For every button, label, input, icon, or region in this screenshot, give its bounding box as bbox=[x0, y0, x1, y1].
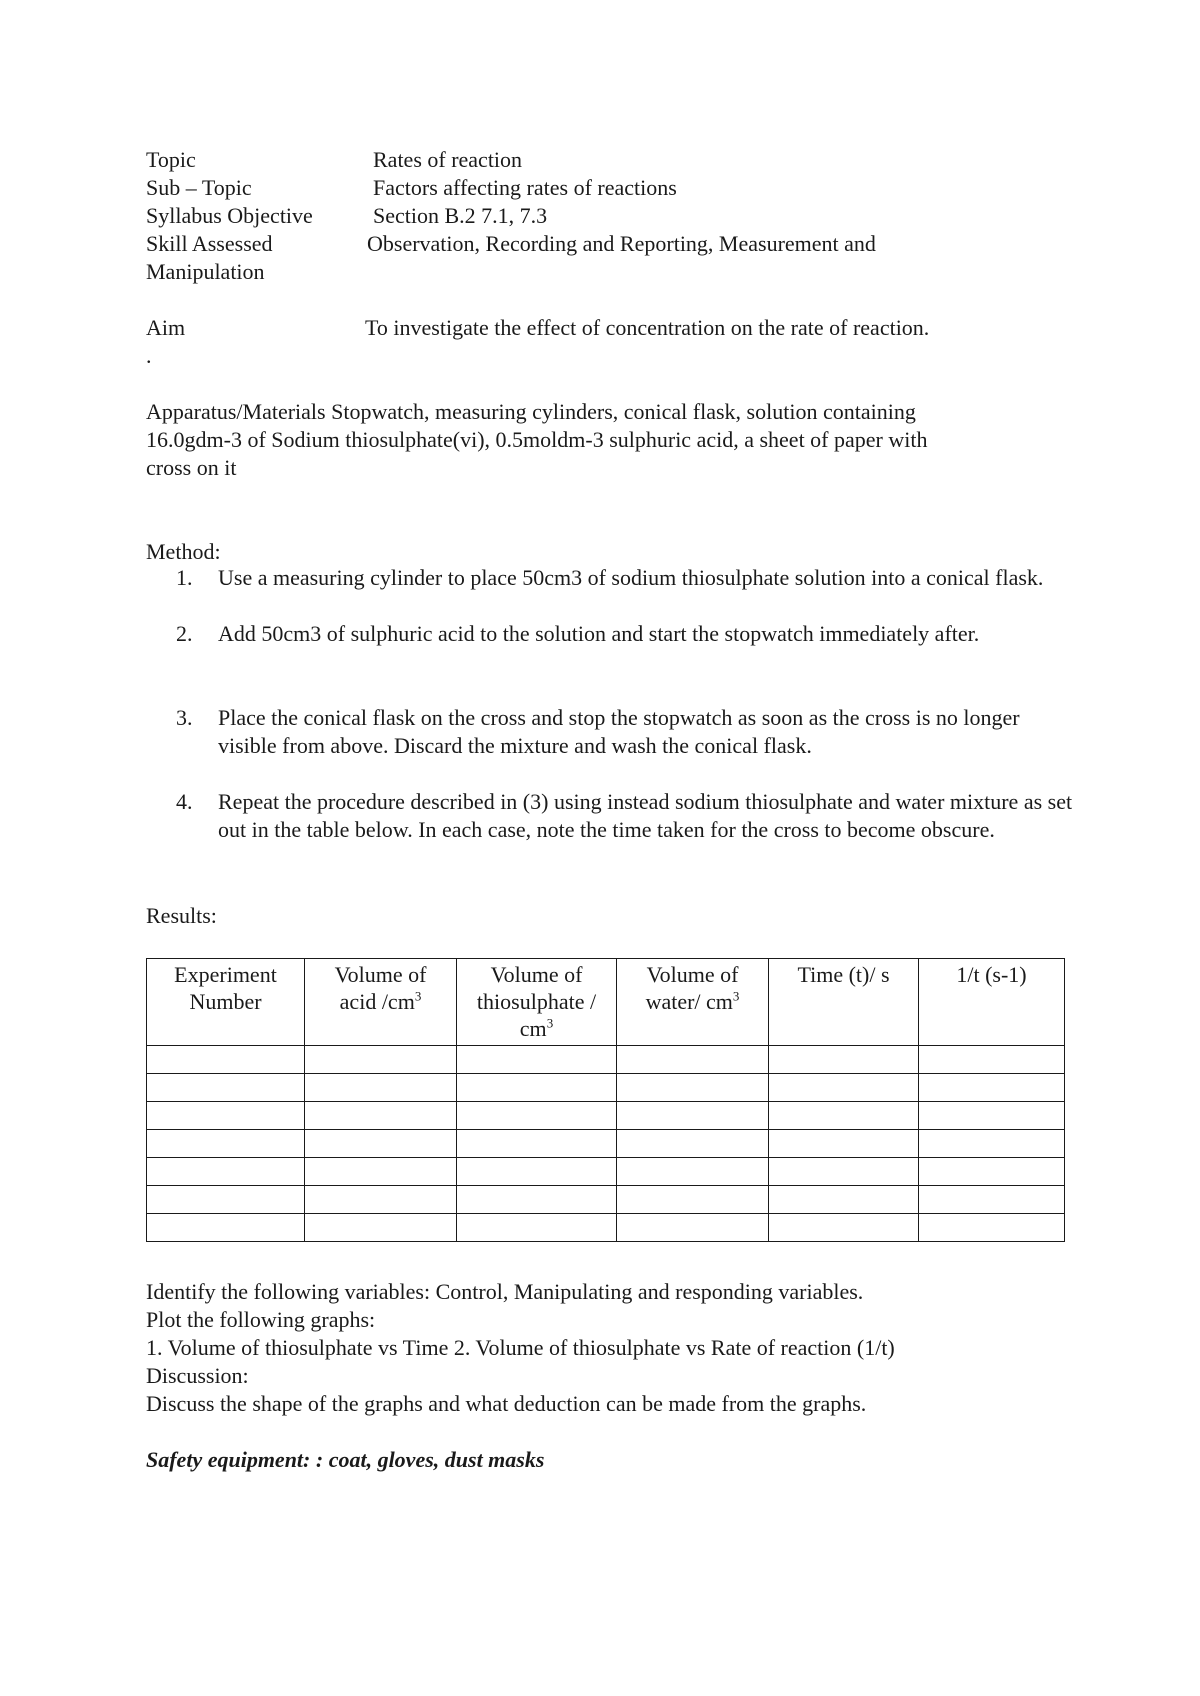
aim-value: To investigate the effect of concentration on the rate of reaction. bbox=[365, 315, 930, 340]
results-table bbox=[146, 958, 1065, 1242]
table-cell[interactable] bbox=[617, 1186, 769, 1214]
subtopic-label: Sub – Topic bbox=[146, 175, 252, 200]
objective-label: Syllabus Objective bbox=[146, 203, 313, 228]
table-cell[interactable] bbox=[305, 1130, 457, 1158]
table-cell[interactable] bbox=[919, 1130, 1065, 1158]
table-cell[interactable] bbox=[457, 1158, 617, 1186]
discussion-heading: Discussion: bbox=[146, 1363, 249, 1388]
apparatus-line-1: Apparatus/Materials Stopwatch, measuring cylinders, conical flask, solution containing bbox=[146, 399, 916, 424]
table-cell[interactable] bbox=[305, 1046, 457, 1074]
table-cell[interactable] bbox=[769, 1102, 919, 1130]
subtopic-value: Factors affecting rates of reactions bbox=[373, 175, 677, 200]
graphs-list-text: 1. Volume of thiosulphate vs Time 2. Volume of thiosulphate vs Rate of reaction (1/t) bbox=[146, 1335, 895, 1360]
table-cell[interactable] bbox=[919, 1046, 1065, 1074]
table-cell[interactable] bbox=[147, 1046, 305, 1074]
column-header-volume-thiosulphate: Volume of thiosulphate / $cm^3$ bbox=[457, 959, 617, 1046]
step-number: 3. bbox=[176, 705, 193, 730]
step-text: Use a measuring cylinder to place 50cm3 of sodium thiosulphate solution into a conical flask. bbox=[218, 565, 1044, 590]
table-row bbox=[147, 1186, 1065, 1214]
skill-value-cont: Manipulation bbox=[146, 259, 265, 284]
table-cell[interactable] bbox=[769, 1130, 919, 1158]
table-cell[interactable] bbox=[919, 1158, 1065, 1186]
table-cell[interactable] bbox=[147, 1074, 305, 1102]
safety-equipment-note: Safety equipment: : coat, gloves, dust masks bbox=[146, 1447, 545, 1472]
table-row bbox=[147, 1046, 1065, 1074]
column-header-rate: 1/t (s-1) bbox=[919, 959, 1065, 1046]
step-number: 1. bbox=[176, 565, 193, 590]
step-number: 2. bbox=[176, 621, 193, 646]
step-text: Repeat the procedure described in (3) using instead sodium thiosulphate and water mixture as set out in the table below. In each case, note the time taken for the cross to become obscure. bbox=[218, 789, 1073, 842]
table-cell[interactable] bbox=[617, 1074, 769, 1102]
plot-graphs-text: Plot the following graphs: bbox=[146, 1307, 376, 1332]
table-cell[interactable] bbox=[919, 1214, 1065, 1242]
table-row bbox=[147, 1130, 1065, 1158]
table-cell[interactable] bbox=[919, 1102, 1065, 1130]
results-table-body bbox=[147, 1046, 1065, 1242]
apparatus-line-2: 16.0gdm-3 of Sodium thiosulphate(vi), 0.5moldm-3 sulphuric acid, a sheet of paper with bbox=[146, 427, 928, 452]
column-header-time: Time (t)/ s bbox=[769, 959, 919, 1046]
table-row bbox=[147, 1102, 1065, 1130]
topic-value: Rates of reaction bbox=[373, 147, 523, 172]
column-header-volume-water: Volume of water/ $cm^3$ bbox=[617, 959, 769, 1046]
identify-variables-text: Identify the following variables: Control, Manipulating and responding variables. bbox=[146, 1279, 864, 1304]
table-cell[interactable] bbox=[147, 1214, 305, 1242]
table-cell[interactable] bbox=[769, 1214, 919, 1242]
apparatus-line-3: cross on it bbox=[146, 455, 237, 480]
method-heading: Method: bbox=[146, 539, 221, 564]
table-cell[interactable] bbox=[305, 1158, 457, 1186]
objective-value: Section B.2 7.1, 7.3 bbox=[373, 203, 548, 228]
topic-label: Topic bbox=[146, 147, 196, 172]
table-cell[interactable] bbox=[305, 1186, 457, 1214]
table-cell[interactable] bbox=[617, 1102, 769, 1130]
table-cell[interactable] bbox=[769, 1158, 919, 1186]
table-cell[interactable] bbox=[919, 1074, 1065, 1102]
discussion-text: Discuss the shape of the graphs and what deduction can be made from the graphs. bbox=[146, 1391, 867, 1416]
column-header-volume-acid: Volume of acid $/cm^3$ bbox=[305, 959, 457, 1046]
table-cell[interactable] bbox=[919, 1186, 1065, 1214]
table-cell[interactable] bbox=[147, 1186, 305, 1214]
step-text: Place the conical flask on the cross and stop the stopwatch as soon as the cross is no longer visible from above. Discard the mixture and wash the conical flask. bbox=[218, 705, 1020, 758]
table-row bbox=[147, 1158, 1065, 1186]
table-cell[interactable] bbox=[305, 1074, 457, 1102]
table-cell[interactable] bbox=[617, 1214, 769, 1242]
aim-label: Aim bbox=[146, 315, 186, 340]
table-cell[interactable] bbox=[617, 1046, 769, 1074]
table-header-row bbox=[147, 959, 1065, 1046]
step-text: Add 50cm3 of sulphuric acid to the solution and start the stopwatch immediately after. bbox=[218, 621, 980, 646]
table-cell[interactable] bbox=[457, 1102, 617, 1130]
table-cell[interactable] bbox=[305, 1214, 457, 1242]
table-cell[interactable] bbox=[769, 1074, 919, 1102]
step-number: 4. bbox=[176, 789, 193, 814]
table-cell[interactable] bbox=[305, 1102, 457, 1130]
table-row bbox=[147, 1214, 1065, 1242]
table-cell[interactable] bbox=[617, 1130, 769, 1158]
aim-dot: . bbox=[146, 343, 152, 368]
table-cell[interactable] bbox=[147, 1130, 305, 1158]
table-cell[interactable] bbox=[457, 1214, 617, 1242]
table-row bbox=[147, 1074, 1065, 1102]
column-header-experiment-number: Experiment Number bbox=[147, 959, 305, 1046]
table-cell[interactable] bbox=[147, 1158, 305, 1186]
results-heading: Results: bbox=[146, 903, 217, 928]
table-cell[interactable] bbox=[769, 1046, 919, 1074]
table-cell[interactable] bbox=[147, 1102, 305, 1130]
table-cell[interactable] bbox=[769, 1186, 919, 1214]
skill-value: Observation, Recording and Reporting, Measurement and bbox=[367, 231, 876, 256]
table-cell[interactable] bbox=[457, 1074, 617, 1102]
table-cell[interactable] bbox=[457, 1186, 617, 1214]
skill-label: Skill Assessed bbox=[146, 231, 273, 256]
table-cell[interactable] bbox=[457, 1046, 617, 1074]
table-cell[interactable] bbox=[617, 1158, 769, 1186]
table-cell[interactable] bbox=[457, 1130, 617, 1158]
